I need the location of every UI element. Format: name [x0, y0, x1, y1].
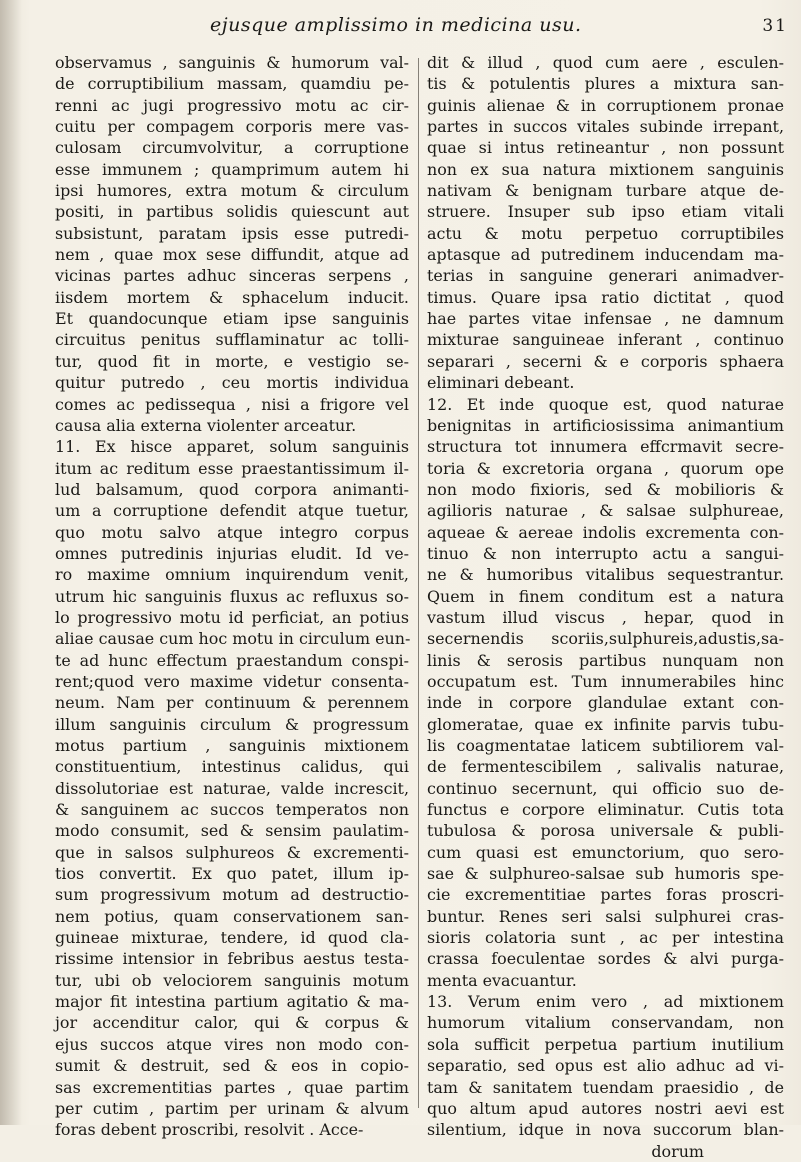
text-line: separatio, sed opus est alio adhuc ad vi- [427, 1056, 784, 1076]
text-line: illum sanguinis circulum & progressum [55, 714, 409, 734]
text-line: aliae causae cum hoc motu in circulum eun- [55, 629, 411, 649]
text-line: tur, quod fit in morte, e vestigio se- [55, 351, 409, 371]
text-line: de fermentescibilem , salivalis naturae, [427, 757, 784, 777]
text-line: structura tot innumera effcrmavit secre- [427, 437, 784, 457]
text-line: de corruptibilium massam, quamdiu pe- [55, 74, 409, 94]
text-line: ipsi humores, extra motum & circulum [55, 181, 409, 201]
text-line: Et quandocunque etiam ipse sanguinis [55, 309, 409, 329]
text-line: actu & motu perpetuo corruptibiles [427, 223, 784, 243]
text-line: per cutim , partim per urinam & alvum [55, 1098, 409, 1118]
text-line: agilioris naturae , & salsae sulphureae, [427, 501, 784, 521]
text-line: inde in corpore glandulae extant con- [427, 693, 784, 713]
text-line: mixturae sanguineae inferant , continuo [427, 330, 784, 350]
text-line: ejus succos atque vires non modo con- [55, 1034, 409, 1054]
text-line: crassa foeculentae sordes & alvi purga- [427, 949, 784, 969]
text-line: humorum vitalium conservandam, non [427, 1013, 784, 1033]
text-line: sae & sulphureo-salsae sub humoris spe- [427, 864, 784, 884]
text-line: Quem in finem conditum est a natura [427, 586, 784, 606]
text-line: silentium, idque in nova succorum blan- [427, 1120, 784, 1140]
text-line: cum quasi est emunctorium, quo sero- [427, 842, 784, 862]
text-line: guineae mixturae, tendere, id quod cla- [55, 928, 409, 948]
text-line: tios convertit. Ex quo patet, illum ip- [55, 864, 409, 884]
right-text-column [427, 52, 784, 1162]
text-line: dorum [651, 1141, 704, 1161]
text-line: lo progressivo motu id perficiat, an potius [55, 607, 409, 627]
text-line: quitur putredo , ceu mortis individua [55, 373, 409, 393]
text-line: omnes putredinis injurias eludit. Id ve- [55, 543, 409, 563]
text-line: guinis alienae & in corruptionem pronae [427, 95, 784, 115]
text-line: esse immunem ; quamprimum autem hi [55, 159, 409, 179]
text-line: functus e corpore eliminatur. Cutis tota [427, 800, 784, 820]
text-line: aptasque ad putredinem inducendam ma- [427, 245, 784, 265]
text-line: sas excrementitias partes , quae partim [55, 1077, 409, 1097]
text-line: rent;quod vero maxime videtur consenta- [55, 671, 409, 691]
text-line: 11. Ex hisce apparet, solum sanguinis [55, 437, 409, 457]
running-title: ejusque amplissimo in medicina usu. [210, 14, 582, 36]
text-line: aqueae & aereae indolis excrementa con- [427, 522, 784, 542]
text-line: nem , quae mox sese diffundit, atque ad [55, 245, 409, 265]
text-line: modo consumit, sed & sensim paulatim- [55, 821, 409, 841]
text-line: partes in succos vitales subinde irrepant, [427, 117, 784, 137]
text-line: te ad hunc effectum praestandum conspi- [55, 650, 409, 670]
text-line: tinuo & non interrupto actu a sangui- [427, 543, 784, 563]
text-line: subsistunt, paratam ipsis esse putredi- [55, 223, 409, 243]
text-line: motus partium , sanguinis mixtionem [55, 736, 409, 755]
text-line: iisdem mortem & sphacelum inducit. [55, 287, 409, 307]
text-line: quo motu salvo atque integro corpus [55, 522, 409, 542]
text-line: observamus , sanguinis & humorum val- [55, 53, 409, 72]
text-line: positi, in partibus solidis quiescunt aut [55, 202, 409, 222]
text-line: jor accenditur calor, qui & corpus & [55, 1013, 409, 1033]
text-line: culosam circumvolvitur, a corruptione [55, 138, 409, 158]
text-line: comes ac pedissequa , nisi a frigore vel [55, 394, 409, 414]
text-line: toria & excretoria organa , quorum ope [427, 458, 784, 478]
text-line: causa alia externa violenter arceatur. [55, 415, 357, 435]
text-line: secernendis scoriis,sulphureis,adustis,sa- [427, 629, 784, 649]
gutter-shadow [0, 0, 22, 1125]
text-line: tis & potulentis plures a mixtura san- [427, 74, 784, 94]
text-line: tubulosa & porosa universale & publi- [427, 821, 784, 841]
running-head [60, 14, 800, 44]
text-line: non ex sua natura mixtionem sanguinis [427, 159, 784, 179]
column-divider [418, 58, 419, 1108]
text-line: lis coagmentatae laticem subtiliorem val- [427, 736, 784, 755]
text-line: nativam & benignam turbare atque de- [427, 181, 784, 201]
text-line: circuitus penitus sufflaminatur ac tolli- [55, 330, 409, 350]
text-line: tam & sanitatem tuendam praesidio , de [427, 1077, 784, 1097]
text-line: major fit intestina partium agitatio & ma- [55, 992, 409, 1012]
text-line: vastum illud viscus , hepar, quod in [427, 607, 784, 627]
text-line: cuitu per compagem corporis mere vas- [55, 117, 409, 137]
text-line: itum ac reditum esse praestantissimum il- [55, 458, 409, 478]
text-line: dissolutoriae est naturae, valde increscit, [55, 778, 409, 798]
text-line: nem potius, quam conservationem san- [55, 906, 409, 926]
text-line: utrum hic sanguinis fluxus ac refluxus so- [55, 586, 409, 606]
text-line: occupatum est. Tum innumerabiles hinc [427, 671, 784, 691]
text-line: sum progressivum motum ad destructio- [55, 885, 409, 905]
text-line: cie excrementitiae partes foras proscri- [427, 885, 784, 905]
text-line: benignitas in artificiosissima animantium [427, 415, 784, 435]
text-line: renni ac jugi progressivo motu ac cir- [55, 95, 409, 115]
text-line: dit & illud , quod cum aere , esculen- [427, 53, 784, 72]
text-line: non modo fixioris, sed & mobilioris & [427, 479, 784, 499]
left-text-column [55, 52, 409, 1141]
text-line: que in salsos sulphureos & excrementi- [55, 842, 409, 862]
text-line: buntur. Renes seri salsi sulphurei cras- [427, 906, 784, 926]
text-line: timus. Quare ipsa ratio dictitat , quod [427, 287, 784, 307]
text-line: foras debent proscribi, resolvit . Acce- [55, 1120, 364, 1140]
page-number: 31 [762, 16, 788, 36]
text-line: quae si intus retineantur , non possunt [427, 138, 784, 158]
text-line: vicinas partes adhuc sinceras serpens , [55, 266, 409, 286]
text-line: struere. Insuper sub ipso etiam vitali [427, 202, 784, 222]
text-line: constituentium, intestinus calidus, qui [55, 757, 409, 777]
text-line: menta evacuantur. [427, 970, 577, 990]
text-line: glomeratae, quae ex infinite parvis tubu- [427, 714, 784, 734]
text-line: lud balsamum, quod corpora animanti- [55, 479, 409, 499]
text-line: hae partes vitae infensae , ne damnum [427, 309, 784, 329]
text-line: sumit & destruit, sed & eos in copio- [55, 1056, 409, 1076]
text-line: um a corruptione defendit atque tuetur, [55, 501, 409, 521]
text-line: eliminari debeant. [427, 373, 575, 393]
text-line: 13. Verum enim vero , ad mixtionem [427, 992, 784, 1012]
text-line: 12. Et inde quoque est, quod naturae [427, 394, 784, 414]
text-line: linis & serosis partibus nunquam non [427, 650, 784, 670]
text-line: neum. Nam per continuum & perennem [55, 693, 409, 713]
text-line: terias in sanguine generari animadver- [427, 266, 784, 286]
text-line: & sanguinem ac succos temperatos non [55, 800, 409, 820]
text-line: ne & humoribus vitalibus sequestrantur. [427, 565, 784, 585]
text-line: separari , secerni & e corporis sphaera [427, 351, 784, 371]
text-line: continuo secernunt, qui officio suo de- [427, 778, 784, 798]
text-line: ro maxime omnium inquirendum venit, [55, 565, 409, 585]
text-line: tur, ubi ob velociorem sanguinis motum [55, 970, 409, 990]
text-line: sola sufficit perpetua partium inutilium [427, 1034, 784, 1054]
text-line: rissime intensior in febribus aestus testa- [55, 949, 409, 969]
text-line: sioris colatoria sunt , ac per intestina [427, 928, 784, 948]
text-line: quo altum apud autores nostri aevi est [427, 1098, 784, 1118]
